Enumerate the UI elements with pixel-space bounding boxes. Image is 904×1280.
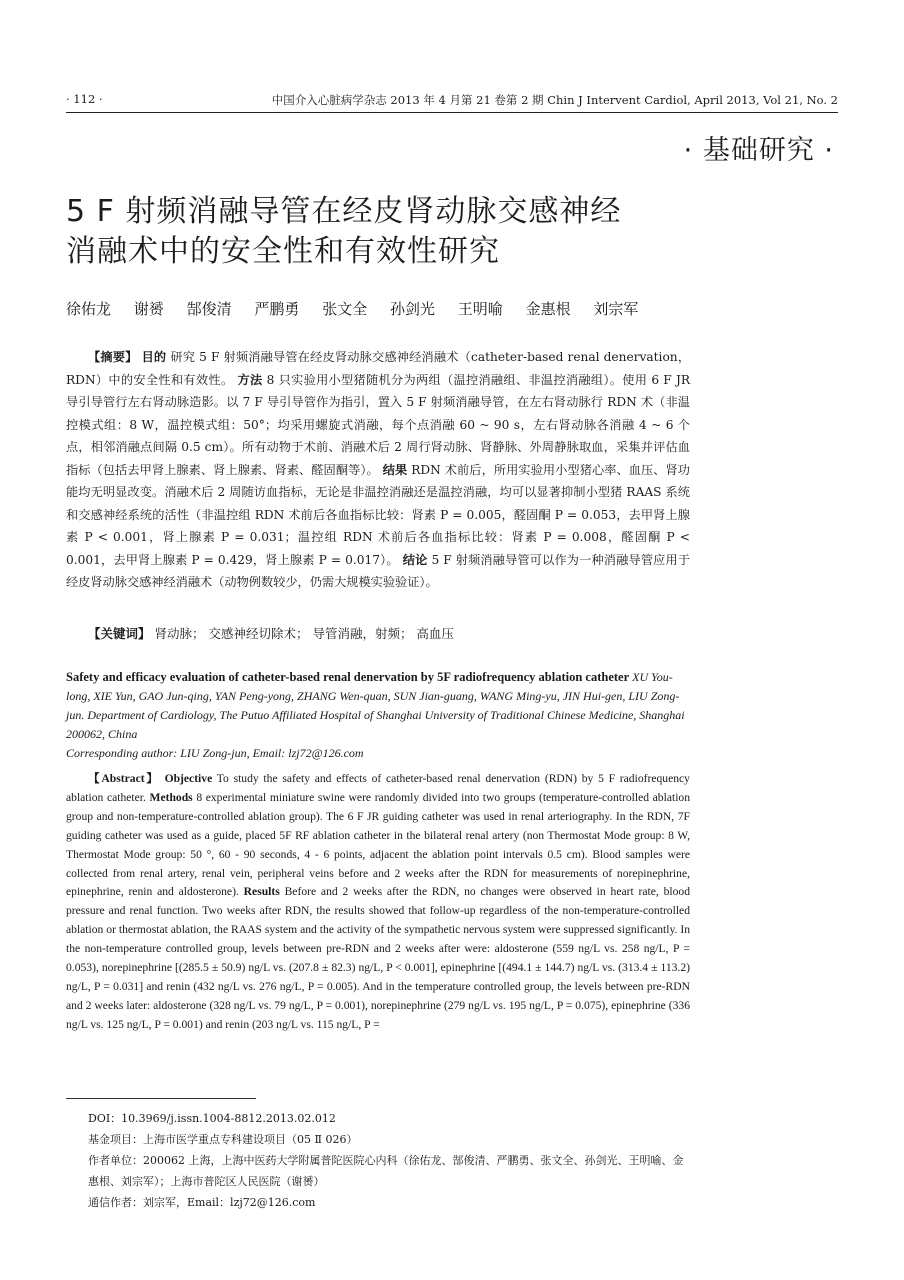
corresponding-author: Corresponding author: LIU Zong-jun, Email: lzj72@126.com [66,746,364,760]
english-abstract [66,770,690,1035]
article-title [66,192,806,272]
running-header [66,92,838,110]
author: 张文全 [322,300,368,318]
journal-citation: 中国介入心脏病学杂志 2013 年 4 月第 21 卷第 2 期 Chin J Intervent Cardiol, April 2013, Vol 21, No. 2 [271,93,838,107]
results-text: RDN 术前后，所用实验用小型猪心率、血压、肾功能均无明显改变。消融术后 2 周随访血指标，无论是非温控消融还是温控消融，均可以显著抑制小型猪 RAAS 系统和交感神经系统的活性（非温控组 RDN 术前后各血指标比较：肾素 P = 0.005，醛固酮 P = 0.053，去甲肾上腺素 P < 0.001，肾上腺素 P = 0.031；温控组 RDN 术前后各血指标比较：肾素 P = 0.008，醛固酮 P < 0.001，去甲肾上腺素 P = 0.429，肾上腺素 P = 0.017）。 [66,462,690,567]
doi-line: DOI：10.3969/j.issn.1004-8812.2013.02.012 [88,1112,336,1125]
correspondence-line: 通信作者：刘宗军，Email：lzj72@126.com [88,1196,316,1209]
author: 孙剑光 [389,300,435,318]
affiliation-line: 作者单位：200062 上海，上海中医药大学附属普陀医院心内科（徐佑龙、郜俊清、严鹏勇、张文全、孙剑光、王明喻、金惠根、刘宗军）；上海市普陀区人民医院（谢赟） [88,1154,684,1188]
methods-text: 8 只实验用小型猪随机分为两组（温控消融组、非温控消融组）。使用 6 F JR 导引导管行左右肾动脉造影。以 7 F 导引导管作为指引，置入 5 F 射频消融导管，在左右肾动脉行 RDN 术（非温控模式组：8 W，温控模式组：50°；均采用螺旋式消融，每个点消融 60 ~ 90 s，左右肾动脉各消融 4 ~ 6 个点，相邻消融点间隔 0.5 cm）。所有动物于术前、消融术后 2 周行肾动脉、肾静脉、外周静脉取血，采集并评估血指标（包括去甲肾上腺素、肾上腺素、肾素、醛固酮等）。 [66,372,691,477]
author: 谢赟 [133,300,164,318]
objective-text: 研究 5 F 射频消融导管在经皮肾动脉交感神经消融术（catheter-based renal denervation，RDN）中的安全性和有效性。 [66,350,691,387]
english-header [66,668,690,763]
abstract-label: 【摘要】 [88,350,138,364]
results-label: 结果 [382,462,408,477]
en-results-text: Before and 2 weeks after the RDN, no changes were observed in heart rate, blood pressure and renal function. Two weeks after RDN, the results showed that follow-up regardless of the non-temperature-controlled ablation or thermostat ablation, the RAAS system and the activity of the sympathetic nervous system were suppressed significantly. In the non-temperature controlled group, levels between pre-RDN and 2 weeks after were: aldosterone (559 ng/L vs. 258 ng/L, P = 0.053), norepinephrine [(285.5 ± 50.9) ng/L vs. (207.8 ± 82.3) ng/L, P < 0.001], epinephrine [(494.1 ± 144.7) ng/L vs. (313.4 ± 113.2) ng/L, P = 0.031] and renin (432 ng/L vs. 276 ng/L, P = 0.005). And in the temperature controlled group, the levels between pre-RDN and 2 weeks later: aldosterone (328 ng/L vs. 79 ng/L, P = 0.001), norepinephrine (279 ng/L vs. 195 ng/L, P = 0.075), epinephrine (336 ng/L vs. 125 ng/L, P = 0.001) and renin (203 ng/L vs. 115 ng/L, P = [66,885,691,1031]
author: 刘宗军 [593,300,639,318]
author: 严鹏勇 [254,300,300,318]
page-number: · 112 · [66,92,103,106]
footnote-divider [66,1098,256,1099]
en-objective-label: Objective [164,772,213,785]
funding-line: 基金项目：上海市医学重点专科建设项目（05 Ⅱ 026） [88,1133,358,1146]
author: 王明喻 [457,300,503,318]
english-title: Safety and efficacy evaluation of catheter-based renal denervation by 5F radiofrequency ablation catheter [66,670,630,684]
objective-label: 目的 [141,350,167,364]
title-line-1: 5 F 射频消融导管在经皮肾动脉交感神经 [66,194,622,229]
header-divider [66,112,838,113]
keywords-label: 【关键词】 [88,626,151,641]
chinese-keywords [88,624,454,642]
footnotes [88,1108,690,1213]
author: 郜俊清 [186,300,232,318]
english-authors: XU You-long, XIE Yun, GAO Jun-qing, YAN Peng-yong, ZHANG Wen-quan, SUN Jian-guang, WANG Ming-yu, JIN Hui-gen, LIU Zong-jun. Department of Cardiology, The Putuo Affiliated Hospital of Shanghai University of Traditional Chinese Medicine, Shanghai 200062, China [66,670,685,741]
author: 金惠根 [525,300,571,318]
en-results-label: Results [243,885,280,899]
methods-label: 方法 [237,372,263,387]
en-objective-text: To study the safety and effects of catheter-based renal denervation (RDN) by 5 F radiofrequency ablation catheter. [66,772,690,804]
en-methods-label: Methods [149,790,193,804]
conclusion-text: 5 F 射频消融导管可以作为一种消融导管应用于经皮肾动脉交感神经消融术（动物例数较少，仍需大规模实验验证）。 [66,552,691,589]
author-list [66,298,656,319]
en-abstract-label: 【Abstract】 [88,772,160,785]
en-methods-text: 8 experimental miniature swine were randomly divided into two groups (temperature-controlled ablation group and non-temperature-controlled ablation group). The 6 F JR guiding catheter was used in renal arteriography. In the RDN, 7F guiding catheter was used as a guide, placed 5F RF ablation catheter in the bilateral renal artery (non Thermostat Mode group: 8 W, Thermostat Mode group: 50 °, 60 - 90 seconds, 4 - 6 points, adjacent the ablation point intervals 0.5 cm). Blood samples were collected from renal artery, renal vein, peripheral veins before and 2 weeks after the RDN for measurements of norepinephrine, epinephrine, renin and aldosterone). [66,790,691,899]
keywords-text: 肾动脉； 交感神经切除术； 导管消融，射频； 高血压 [154,626,454,641]
title-line-2: 消融术中的安全性和有效性研究 [66,234,500,269]
section-label: · 基础研究 · [683,135,834,166]
chinese-abstract [66,346,690,594]
conclusion-label: 结论 [402,552,428,567]
author: 徐佑龙 [66,300,112,318]
